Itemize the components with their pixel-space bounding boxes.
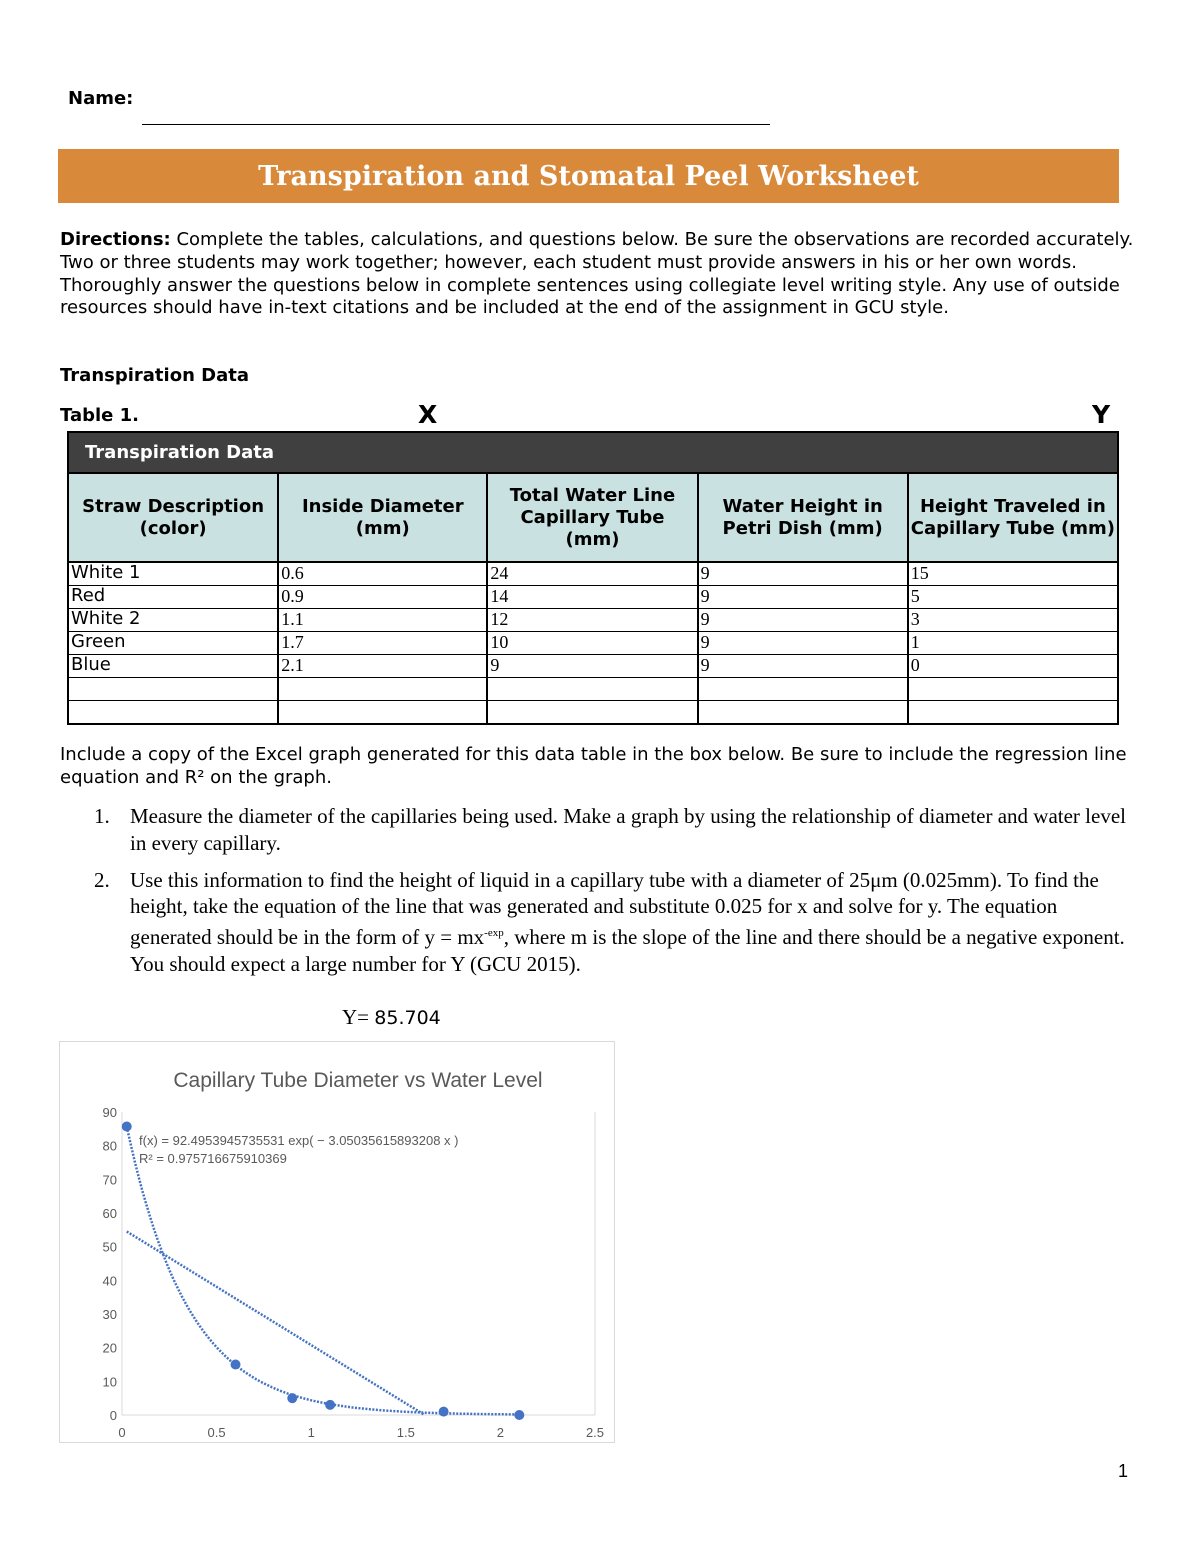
table-cell[interactable]: 1.7 xyxy=(278,632,487,655)
y-tick-label: 80 xyxy=(102,1138,117,1154)
chart-title: Capillary Tube Diameter vs Water Level xyxy=(173,1069,543,1092)
question-text: Measure the diameter of the capillaries being used. Make a graph by using the relationship of diameter and water level in every capillary. xyxy=(130,804,1126,855)
table-cell[interactable] xyxy=(698,701,908,725)
data-point xyxy=(287,1393,297,1403)
data-point xyxy=(325,1400,335,1410)
table-cell[interactable]: 0.6 xyxy=(278,562,487,586)
x-tick-label: 1.5 xyxy=(396,1425,415,1440)
chart-svg xyxy=(60,1042,614,1442)
title-banner xyxy=(58,149,1119,203)
exponential-trendline xyxy=(127,1127,520,1415)
table-cell[interactable]: 10 xyxy=(487,632,697,655)
table-cell[interactable]: Green xyxy=(68,632,278,655)
table-cell[interactable] xyxy=(908,678,1118,701)
y-column-marker: Y xyxy=(1092,400,1111,429)
table-cell[interactable]: 14 xyxy=(487,586,697,609)
question-number: 1. xyxy=(94,804,110,828)
table-cell[interactable] xyxy=(698,678,908,701)
table-row xyxy=(68,586,1118,609)
page-number: 1 xyxy=(1118,1461,1129,1481)
page-title: Transpiration and Stomatal Peel Worksheet xyxy=(258,160,919,192)
name-field-line[interactable] xyxy=(142,124,770,125)
table-cell[interactable] xyxy=(68,701,278,725)
question-list xyxy=(94,803,1144,988)
table-cell[interactable]: 9 xyxy=(487,655,697,678)
y-tick-label: 40 xyxy=(102,1273,117,1289)
name-label: Name: xyxy=(68,88,134,109)
table-cell[interactable] xyxy=(487,701,697,725)
section-heading: Transpiration Data xyxy=(60,365,249,386)
table-cell[interactable] xyxy=(278,701,487,725)
table-row xyxy=(68,655,1118,678)
table-row xyxy=(68,701,1118,725)
question-number: 2. xyxy=(94,867,110,892)
answer-label: Y= xyxy=(342,1005,375,1029)
data-point xyxy=(122,1121,132,1131)
y-tick-label: 60 xyxy=(102,1206,117,1221)
table-cell[interactable] xyxy=(68,678,278,701)
exponent-superscript: -exp xyxy=(484,927,504,940)
x-column-marker: X xyxy=(418,400,438,429)
r-squared-label: R² = 0.975716675910369 xyxy=(139,1151,287,1166)
table-cell[interactable]: 9 xyxy=(698,655,908,678)
table-cell[interactable]: White 1 xyxy=(68,562,278,586)
table-cell[interactable]: 5 xyxy=(908,586,1118,609)
question-item xyxy=(94,867,1144,978)
table-cell[interactable]: 9 xyxy=(698,586,908,609)
y-tick-label: 0 xyxy=(109,1408,117,1423)
table-cell[interactable]: 0 xyxy=(908,655,1118,678)
x-tick-label: 1 xyxy=(307,1425,315,1440)
data-point xyxy=(514,1410,524,1420)
table-cell[interactable]: 2.1 xyxy=(278,655,487,678)
table-cell[interactable]: 9 xyxy=(698,562,908,586)
table-cell[interactable] xyxy=(487,678,697,701)
column-header: Height Traveled in Capillary Tube (mm) xyxy=(908,473,1118,562)
table-cell[interactable] xyxy=(908,701,1118,725)
y-tick-label: 10 xyxy=(102,1374,117,1390)
table-cell[interactable]: White 2 xyxy=(68,609,278,632)
y-tick-label: 50 xyxy=(102,1239,117,1255)
question-text: Use this information to find the height of liquid in a capillary tube with a diameter of 25μm (0.025mm). To find the height, take the equation of the line that was generated and substitute 0.025 for x and solve for y. The equation generated should be in the form of y = mx xyxy=(130,867,1099,950)
column-header: Straw Description (color) xyxy=(68,473,278,562)
table-cell[interactable]: 1.1 xyxy=(278,609,487,632)
table-row xyxy=(68,609,1118,632)
directions-paragraph xyxy=(60,229,1135,320)
y-tick-label: 90 xyxy=(102,1105,117,1120)
table-cell[interactable]: 9 xyxy=(698,609,908,632)
chart-container xyxy=(59,1041,615,1443)
table-cell[interactable]: 15 xyxy=(908,562,1118,586)
column-header: Total Water Line Capillary Tube (mm) xyxy=(487,473,697,562)
question-text-continued: , where m is the slope of the line and there should be a negative exponent. You should expect a large number for Y (GCU 2015). xyxy=(130,925,1125,976)
graph-instructions: Include a copy of the Excel graph generated for this data table in the box below. Be sure to include the regression line equation and R² on the graph. xyxy=(60,744,1127,788)
data-point xyxy=(439,1407,449,1417)
table-cell[interactable]: Red xyxy=(68,586,278,609)
y-tick-label: 20 xyxy=(102,1340,117,1356)
y-tick-label: 70 xyxy=(102,1172,117,1188)
question-item xyxy=(94,803,1144,857)
answer-line xyxy=(342,1005,441,1030)
x-tick-label: 0 xyxy=(118,1425,126,1440)
table-row xyxy=(68,632,1118,655)
table-row xyxy=(68,562,1118,586)
table-cell[interactable]: 3 xyxy=(908,609,1118,632)
directions-label: Directions: xyxy=(60,229,171,250)
x-tick-label: 2 xyxy=(496,1425,505,1440)
table-row xyxy=(68,678,1118,701)
table-cell[interactable]: 9 xyxy=(698,632,908,655)
x-tick-label: 0.5 xyxy=(207,1425,226,1440)
directions-text: Complete the tables, calculations, and questions below. Be sure the observations are recorded accurately. Two or three students may work together; however, each student must provide answers in his or her own words. Thoroughly answer the questions below in complete sentences using collegiate level writing style. Any use of outside resources should have in-text citations and be included at the end of the assignment in GCU style. xyxy=(60,229,1134,319)
table-cell[interactable]: 12 xyxy=(487,609,697,632)
table-cell[interactable]: 1 xyxy=(908,632,1118,655)
linear-trendline xyxy=(127,1232,425,1415)
column-header: Water Height in Petri Dish (mm) xyxy=(698,473,908,562)
table-cell[interactable]: Blue xyxy=(68,655,278,678)
answer-value: 85.704 xyxy=(374,1007,441,1029)
trendline-equation: f(x) = 92.4953945735531 exp( − 3.05035615893208 x ) xyxy=(139,1133,459,1148)
column-header: Inside Diameter (mm) xyxy=(278,473,487,562)
y-tick-label: 30 xyxy=(102,1307,117,1322)
table-label: Table 1. xyxy=(60,405,139,426)
table-cell[interactable]: 24 xyxy=(487,562,697,586)
table-caption: Transpiration Data xyxy=(68,432,1118,473)
data-point xyxy=(231,1360,241,1370)
transpiration-data-table xyxy=(67,431,1119,725)
table-cell[interactable] xyxy=(278,678,487,701)
x-tick-label: 2.5 xyxy=(585,1425,605,1440)
table-cell[interactable]: 0.9 xyxy=(278,586,487,609)
